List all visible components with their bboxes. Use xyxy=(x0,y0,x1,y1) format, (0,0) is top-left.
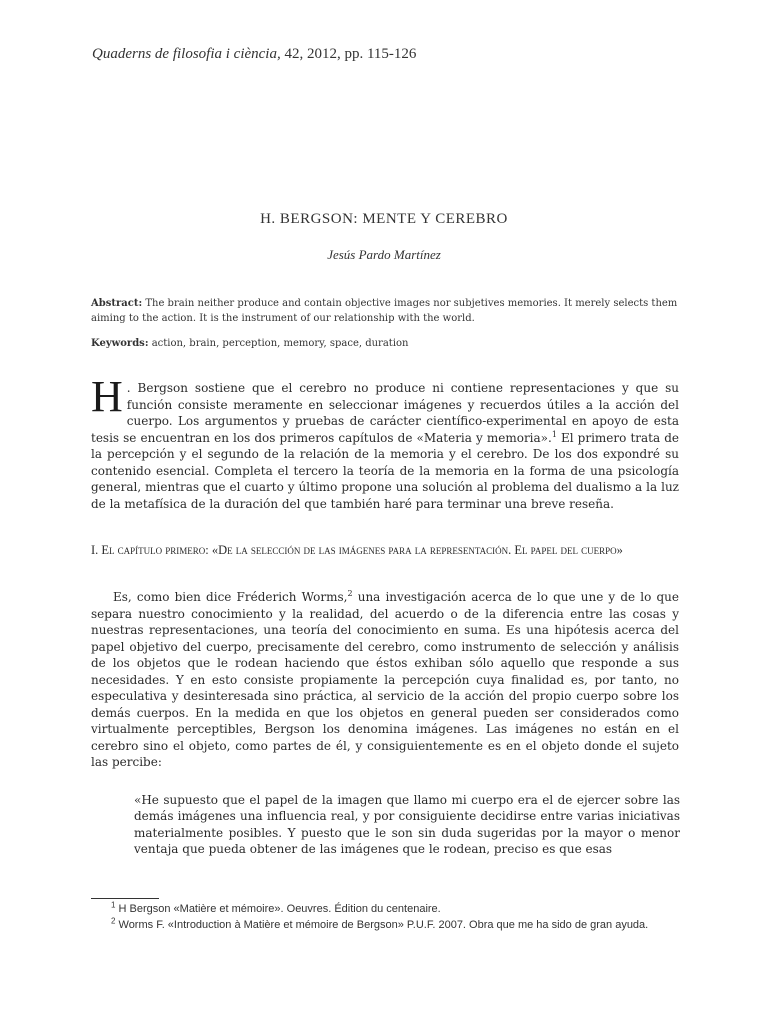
footnotes xyxy=(91,901,681,933)
journal-citation: 42, 2012, pp. 115-126 xyxy=(280,46,417,62)
footnote-text: Worms F. «Introduction à Matière et mémoire de Bergson» P.U.F. 2007. Obra que me ha sido de gran ayuda. xyxy=(115,919,649,931)
article-title: H. BERGSON: MENTE Y CEREBRO xyxy=(260,211,508,227)
footnote-ref-1: 1 xyxy=(551,429,557,439)
keywords-label: Keywords: xyxy=(91,338,149,349)
intro-text-b: El primero trata de la percepción y el segundo de la relación de la memoria y el cerebro. De los dos expondré su contenido esencial. Completa el tercero la teoría de la memoria en la forma de una psicología general, mientras que el cuarto y último propone una solución al problema del dualismo a la luz de la metafísica de la duración del que también haré para terminar una breve reseña. xyxy=(91,430,679,511)
footnote-text: H Bergson «Matière et mémoire». Oeuvres. Édition du centenaire. xyxy=(115,903,441,915)
abstract xyxy=(91,296,679,326)
journal-header xyxy=(92,46,416,63)
footnote-mark: 1 xyxy=(111,900,116,910)
article-author: Jesús Pardo Martínez xyxy=(327,247,441,262)
keywords xyxy=(91,336,679,351)
paragraph-text-a: Es, como bien dice Fréderich Worms, xyxy=(113,590,348,604)
journal-name: Quaderns de filosofia i ciència, xyxy=(92,46,281,62)
abstract-text: The brain neither produce and contain objective images nor subjetives memories. It merely selects them aiming to the action. It is the instrument of our relationship with the world. xyxy=(91,298,678,324)
footnote xyxy=(91,901,681,917)
intro-paragraph xyxy=(91,372,679,512)
section-heading: I. El capítulo primero: «De la selección de las imágenes para la representación. El papel del cuerpo» xyxy=(91,543,623,557)
intro-text-a: . Bergson sostiene que el cerebro no produce ni contiene representaciones y que su función consiste meramente en seleccionar imágenes y recuerdos útiles a la acción del cuerpo. Los argumentos y pruebas de carácter científico-experimental en apoyo de esta tesis se encuentran en los dos primeros capítulos de «Materia y memoria». xyxy=(91,381,679,445)
body-paragraph xyxy=(91,589,679,771)
footnote-divider xyxy=(91,898,159,899)
footnote-ref-2: 2 xyxy=(347,589,353,598)
footnote-mark: 2 xyxy=(111,916,116,926)
footnote xyxy=(91,917,681,933)
block-quote: «He supuesto que el papel de la imagen que llamo mi cuerpo era el de ejercer sobre las demás imágenes una influencia real, y por consiguiente decidirse entre varias iniciativas materialmente posibles. Y puesto que le son sin duda sugeridas por la mayor o menor ventaja que pueda obtener de las imágenes que le rodean, preciso es que esas xyxy=(134,793,680,856)
paragraph-text-b: una investigación acerca de lo que une y de lo que separa nuestro conocimiento y la realidad, del acuerdo o de la diferencia entre las cosas y nuestras representaciones, una teoría del conocimiento en suma. Es una hipótesis acerca del papel objetivo del cuerpo, precisamente del cerebro, como instrumento de selección y análisis de los objetos que le rodean haciendo que éstos exhiban sólo aquello que responde a sus necesidades. Y en esto consiste propiamente la percepción cuya finalidad es, por tanto, no especulativa y desinteresada sino práctica, al servicio de la acción del propio cuerpo sobre los demás cuerpos. En la medida en que los objetos en general pueden ser considerados como virtualmente perceptibles, Bergson los denomina imágenes. Las imágenes no están en el cerebro sino el objeto, como partes de él, y consiguientemente es en el objeto donde el sujeto las percibe: xyxy=(91,590,679,769)
keywords-text: action, brain, perception, memory, space, duration xyxy=(148,338,409,349)
abstract-label: Abstract: xyxy=(91,298,143,309)
drop-cap: H xyxy=(91,372,123,421)
